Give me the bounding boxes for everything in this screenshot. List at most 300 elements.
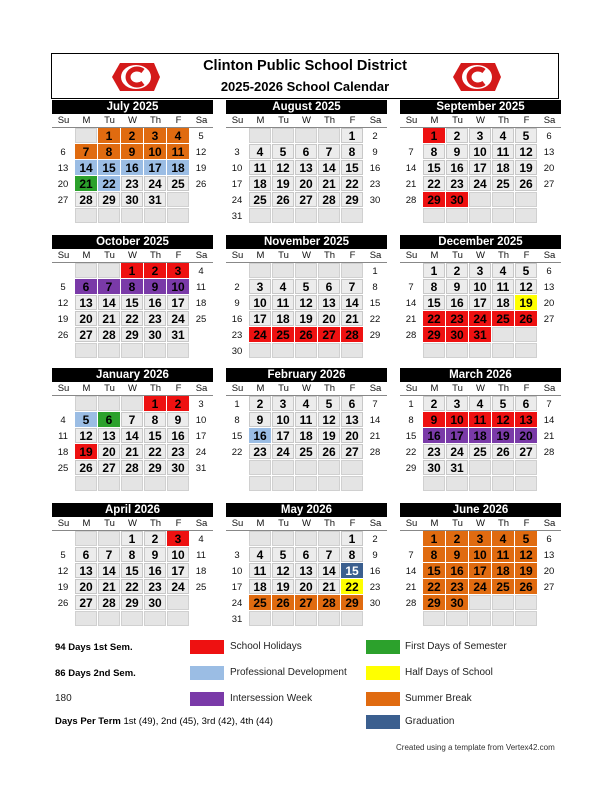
day-cell: 19: [52, 579, 74, 594]
day-cell: 26: [272, 595, 294, 610]
weekday-label: M: [256, 115, 265, 126]
day-cell: 28: [98, 327, 120, 342]
empty-cell: [446, 208, 468, 223]
empty-cell: [515, 476, 537, 491]
empty-cell: [469, 460, 491, 475]
day-cell: 27: [538, 579, 560, 594]
day-cell: 21: [75, 176, 97, 191]
day-cell: 19: [295, 311, 317, 326]
day-cell: 13: [295, 160, 317, 175]
day-cell: 21: [341, 311, 363, 326]
day-cell: 5: [318, 396, 340, 411]
day-cell: 18: [190, 295, 212, 310]
month-title: August 2025: [226, 100, 387, 114]
day-cell: 18: [249, 579, 271, 594]
empty-cell: [249, 208, 271, 223]
day-cell: 16: [226, 311, 248, 326]
month-title: January 2026: [52, 368, 213, 382]
week-row: [226, 327, 387, 343]
day-cell: 21: [98, 579, 120, 594]
day-cell: 22: [121, 579, 143, 594]
weekday-label: W: [476, 250, 485, 261]
day-cell: 18: [52, 444, 74, 459]
day-cell: 30: [167, 460, 189, 475]
day-cell: 25: [190, 311, 212, 326]
day-cell: 25: [190, 579, 212, 594]
day-cell: 7: [400, 547, 422, 562]
month-title: June 2026: [400, 503, 561, 517]
day-cell: 11: [492, 144, 514, 159]
week-row: [400, 144, 561, 160]
weekday-label: W: [302, 383, 311, 394]
day-cell: 15: [423, 563, 445, 578]
empty-cell: [538, 327, 560, 342]
weekday-header: [226, 517, 387, 531]
empty-cell: [318, 611, 340, 626]
day-cell: 10: [469, 279, 491, 294]
day-cell: 28: [98, 595, 120, 610]
day-cell: 6: [295, 547, 317, 562]
day-cell: 2: [446, 531, 468, 546]
week-row: [400, 343, 561, 359]
day-cell: 17: [190, 428, 212, 443]
template-credit: Created using a template from Vertex42.com: [396, 743, 555, 752]
empty-cell: [446, 611, 468, 626]
day-cell: 28: [400, 595, 422, 610]
empty-cell: [446, 343, 468, 358]
day-cell: 22: [341, 176, 363, 191]
day-cell: 9: [446, 547, 468, 562]
weekday-label: Sa: [195, 383, 208, 394]
day-cell: 16: [364, 563, 386, 578]
day-cell: 13: [75, 295, 97, 310]
empty-cell: [341, 343, 363, 358]
empty-cell: [538, 343, 560, 358]
empty-cell: [318, 476, 340, 491]
weekday-label: Th: [497, 115, 510, 126]
day-cell: 11: [469, 412, 491, 427]
day-cell: 10: [167, 279, 189, 294]
day-cell: 24: [469, 176, 491, 191]
day-cell: 4: [249, 144, 271, 159]
weekday-label: Tu: [278, 115, 289, 126]
weekday-header: [400, 249, 561, 263]
week-row: [226, 311, 387, 327]
day-cell: 7: [400, 144, 422, 159]
day-cell: 15: [423, 160, 445, 175]
week-row: [52, 412, 213, 428]
weekday-label: M: [430, 115, 439, 126]
day-cell: 31: [226, 611, 248, 626]
day-cell: 15: [364, 295, 386, 310]
weekday-label: Sa: [195, 115, 208, 126]
day-cell: 3: [446, 396, 468, 411]
calendar-subtitle: 2025-2026 School Calendar: [220, 79, 390, 94]
empty-cell: [98, 476, 120, 491]
day-cell: 6: [538, 531, 560, 546]
day-cell: 12: [515, 279, 537, 294]
weekday-label: W: [128, 383, 137, 394]
empty-cell: [318, 263, 340, 278]
weekday-label: Th: [323, 250, 336, 261]
day-cell: 16: [249, 428, 271, 443]
empty-cell: [341, 611, 363, 626]
day-cell: 24: [249, 327, 271, 342]
week-row: [52, 579, 213, 595]
weekday-label: F: [523, 115, 530, 126]
empty-cell: [226, 460, 248, 475]
weekday-label: Th: [497, 518, 510, 529]
day-cell: 8: [423, 144, 445, 159]
empty-cell: [121, 476, 143, 491]
empty-cell: [400, 611, 422, 626]
empty-cell: [538, 192, 560, 207]
week-row: [226, 192, 387, 208]
day-cell: 12: [272, 563, 294, 578]
day-cell: 24: [272, 444, 294, 459]
day-cell: 24: [469, 579, 491, 594]
weekday-label: Su: [231, 115, 244, 126]
day-cell: 8: [144, 412, 166, 427]
day-cell: 13: [538, 279, 560, 294]
day-cell: 5: [515, 128, 537, 143]
empty-cell: [190, 611, 212, 626]
week-row: [226, 579, 387, 595]
day-cell: 24: [226, 192, 248, 207]
empty-cell: [249, 128, 271, 143]
day-cell: 14: [75, 160, 97, 175]
day-cell: 17: [249, 311, 271, 326]
day-cell: 12: [75, 428, 97, 443]
day-cell: 29: [121, 595, 143, 610]
week-row: [400, 412, 561, 428]
day-cell: 10: [469, 144, 491, 159]
legend-swatch-firstday: [366, 640, 400, 654]
weekday-label: F: [523, 518, 530, 529]
day-cell: 24: [469, 311, 491, 326]
day-cell: 6: [515, 396, 537, 411]
empty-cell: [190, 343, 212, 358]
day-cell: 29: [423, 192, 445, 207]
day-cell: 29: [400, 460, 422, 475]
day-cell: 5: [75, 412, 97, 427]
day-cell: 24: [226, 595, 248, 610]
week-row: [52, 444, 213, 460]
day-cell: 30: [364, 192, 386, 207]
day-cell: 19: [318, 428, 340, 443]
day-cell: 9: [226, 295, 248, 310]
empty-cell: [492, 611, 514, 626]
day-cell: 4: [295, 396, 317, 411]
empty-cell: [515, 460, 537, 475]
week-row: [52, 428, 213, 444]
day-cell: 22: [226, 444, 248, 459]
day-cell: 20: [98, 444, 120, 459]
day-cell: 30: [144, 327, 166, 342]
legend-label-prodev: Professional Development: [230, 667, 347, 678]
month-february-2026: [226, 368, 387, 492]
day-cell: 18: [249, 176, 271, 191]
day-cell: 27: [295, 595, 317, 610]
day-cell: 5: [272, 547, 294, 562]
day-cell: 24: [446, 444, 468, 459]
day-cell: 8: [423, 547, 445, 562]
weekday-label: Th: [149, 518, 162, 529]
day-cell: 20: [75, 311, 97, 326]
day-cell: 15: [341, 563, 363, 578]
day-cell: 14: [318, 563, 340, 578]
week-row: [226, 396, 387, 412]
legend-swatch-holiday: [190, 640, 224, 654]
empty-cell: [492, 595, 514, 610]
empty-cell: [341, 476, 363, 491]
empty-cell: [364, 611, 386, 626]
weekday-label: Su: [405, 250, 418, 261]
empty-cell: [469, 343, 491, 358]
day-cell: 28: [318, 595, 340, 610]
month-december-2025: [400, 235, 561, 359]
day-cell: 28: [538, 444, 560, 459]
day-cell: 30: [446, 192, 468, 207]
day-cell: 5: [190, 128, 212, 143]
empty-cell: [400, 128, 422, 143]
days-per-term-values: 1st (49), 2nd (45), 3rd (42), 4th (44): [123, 716, 273, 727]
weekday-header: [226, 382, 387, 396]
day-cell: 6: [52, 144, 74, 159]
week-row: [400, 595, 561, 611]
weekday-label: M: [430, 250, 439, 261]
day-cell: 1: [226, 396, 248, 411]
empty-cell: [295, 128, 317, 143]
week-row: [226, 428, 387, 444]
day-cell: 17: [167, 295, 189, 310]
day-cell: 25: [52, 460, 74, 475]
day-cell: 24: [167, 311, 189, 326]
empty-cell: [341, 208, 363, 223]
empty-cell: [538, 208, 560, 223]
school-c-logo-icon: [451, 59, 503, 95]
day-cell: 11: [167, 144, 189, 159]
day-cell: 19: [75, 444, 97, 459]
week-row: [400, 176, 561, 192]
day-cell: 30: [446, 595, 468, 610]
empty-cell: [318, 460, 340, 475]
day-cell: 20: [52, 176, 74, 191]
month-october-2025: [52, 235, 213, 359]
empty-cell: [469, 476, 491, 491]
weekday-label: Th: [149, 115, 162, 126]
day-cell: 9: [167, 412, 189, 427]
empty-cell: [98, 531, 120, 546]
week-row: [400, 263, 561, 279]
empty-cell: [52, 343, 74, 358]
week-row: [52, 295, 213, 311]
empty-cell: [318, 343, 340, 358]
empty-cell: [75, 476, 97, 491]
day-cell: 25: [492, 176, 514, 191]
empty-cell: [52, 396, 74, 411]
day-cell: 5: [52, 547, 74, 562]
month-march-2026: [400, 368, 561, 492]
day-cell: 28: [400, 327, 422, 342]
weekday-label: Th: [497, 250, 510, 261]
day-cell: 28: [121, 460, 143, 475]
day-cell: 20: [538, 563, 560, 578]
empty-cell: [469, 611, 491, 626]
day-cell: 26: [52, 327, 74, 342]
day-cell: 25: [272, 327, 294, 342]
empty-cell: [75, 343, 97, 358]
day-cell: 26: [52, 595, 74, 610]
empty-cell: [318, 128, 340, 143]
day-cell: 8: [423, 279, 445, 294]
day-cell: 28: [400, 192, 422, 207]
day-cell: 23: [364, 579, 386, 594]
day-cell: 18: [295, 428, 317, 443]
week-row: [226, 263, 387, 279]
weekday-label: W: [302, 518, 311, 529]
day-cell: 26: [515, 579, 537, 594]
day-cell: 2: [121, 128, 143, 143]
weekday-label: Su: [57, 383, 70, 394]
day-cell: 20: [341, 428, 363, 443]
day-cell: 23: [446, 311, 468, 326]
day-cell: 3: [249, 279, 271, 294]
day-cell: 28: [341, 327, 363, 342]
week-row: [226, 160, 387, 176]
day-cell: 29: [341, 595, 363, 610]
day-cell: 21: [400, 579, 422, 594]
day-cell: 31: [190, 460, 212, 475]
day-cell: 17: [226, 176, 248, 191]
day-cell: 26: [492, 444, 514, 459]
day-cell: 13: [295, 563, 317, 578]
week-row: [226, 128, 387, 144]
day-cell: 25: [249, 192, 271, 207]
empty-cell: [515, 611, 537, 626]
empty-cell: [226, 128, 248, 143]
empty-cell: [144, 611, 166, 626]
weekday-label: Sa: [369, 383, 382, 394]
weekday-label: Tu: [104, 383, 115, 394]
legend-swatch-intersession: [190, 692, 224, 706]
days-per-term: [55, 716, 273, 727]
day-cell: 6: [295, 144, 317, 159]
day-cell: 8: [98, 144, 120, 159]
week-row: [400, 460, 561, 476]
weekday-label: Sa: [543, 518, 556, 529]
day-cell: 12: [190, 144, 212, 159]
month-title: April 2026: [52, 503, 213, 517]
day-cell: 7: [98, 547, 120, 562]
day-cell: 1: [400, 396, 422, 411]
day-cell: 16: [121, 160, 143, 175]
day-cell: 19: [52, 311, 74, 326]
day-cell: 15: [226, 428, 248, 443]
day-cell: 29: [341, 192, 363, 207]
week-row: [400, 192, 561, 208]
day-cell: 14: [538, 412, 560, 427]
empty-cell: [226, 263, 248, 278]
day-cell: 15: [341, 160, 363, 175]
semester1-days: 94 Days 1st Sem.: [55, 642, 133, 653]
day-cell: 29: [98, 192, 120, 207]
day-cell: 3: [167, 531, 189, 546]
empty-cell: [492, 208, 514, 223]
day-cell: 1: [121, 531, 143, 546]
day-cell: 6: [538, 263, 560, 278]
week-row: [226, 611, 387, 627]
day-cell: 9: [144, 279, 166, 294]
empty-cell: [423, 343, 445, 358]
weekday-header: [400, 517, 561, 531]
day-cell: 27: [75, 595, 97, 610]
empty-cell: [167, 343, 189, 358]
weekday-label: Su: [57, 250, 70, 261]
day-cell: 18: [492, 160, 514, 175]
day-cell: 16: [167, 428, 189, 443]
empty-cell: [249, 531, 271, 546]
day-cell: 4: [190, 531, 212, 546]
week-row: [52, 327, 213, 343]
day-cell: 28: [318, 192, 340, 207]
day-cell: 18: [492, 295, 514, 310]
weekday-label: F: [349, 383, 356, 394]
day-cell: 29: [364, 327, 386, 342]
day-cell: 23: [144, 311, 166, 326]
day-cell: 22: [341, 579, 363, 594]
day-cell: 7: [121, 412, 143, 427]
weekday-label: M: [256, 250, 265, 261]
day-cell: 11: [249, 563, 271, 578]
day-cell: 23: [249, 444, 271, 459]
day-cell: 21: [318, 176, 340, 191]
weekday-label: F: [349, 250, 356, 261]
day-cell: 20: [515, 428, 537, 443]
day-cell: 4: [249, 547, 271, 562]
day-cell: 31: [469, 327, 491, 342]
week-row: [400, 279, 561, 295]
day-cell: 16: [446, 160, 468, 175]
day-cell: 7: [341, 279, 363, 294]
legend-swatch-half: [366, 666, 400, 680]
day-cell: 2: [144, 263, 166, 278]
week-row: [400, 476, 561, 492]
day-cell: 16: [446, 563, 468, 578]
week-row: [52, 476, 213, 492]
empty-cell: [492, 343, 514, 358]
day-cell: 26: [272, 192, 294, 207]
weekday-label: F: [175, 250, 182, 261]
week-row: [226, 595, 387, 611]
day-cell: 22: [400, 444, 422, 459]
day-cell: 8: [400, 412, 422, 427]
week-row: [52, 263, 213, 279]
week-row: [52, 160, 213, 176]
day-cell: 9: [364, 547, 386, 562]
weekday-label: Su: [57, 115, 70, 126]
empty-cell: [167, 476, 189, 491]
week-row: [400, 311, 561, 327]
month-november-2025: [226, 235, 387, 359]
week-row: [52, 176, 213, 192]
day-cell: 12: [295, 295, 317, 310]
day-cell: 16: [144, 295, 166, 310]
empty-cell: [98, 343, 120, 358]
week-row: [400, 611, 561, 627]
empty-cell: [272, 531, 294, 546]
week-row: [52, 208, 213, 224]
